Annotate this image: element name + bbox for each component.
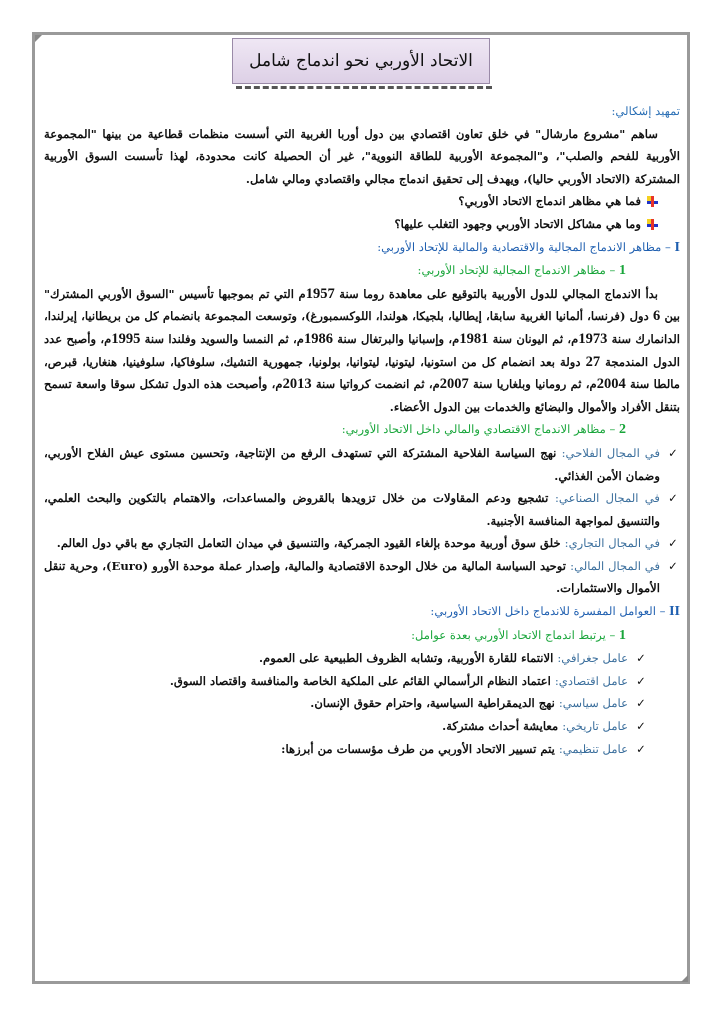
- checkmark-icon: ✓: [668, 558, 678, 573]
- year-number: 1957: [305, 285, 335, 302]
- title-dashed-underline: [236, 86, 492, 89]
- list-item: [44, 692, 648, 715]
- flag-bullet-icon: [647, 219, 658, 230]
- checkmark-icon: ✓: [668, 536, 678, 551]
- list-item-text: [281, 738, 628, 761]
- checkmark-icon: ✓: [668, 445, 678, 460]
- year-number: 6: [653, 308, 661, 325]
- section-1-heading: [44, 236, 680, 260]
- document-body: [44, 100, 680, 760]
- section-2-heading: [44, 600, 680, 624]
- subsection-1-2-heading: [44, 418, 680, 442]
- subsection-number: 1: [619, 627, 626, 643]
- year-number: 2013: [282, 376, 312, 393]
- subsection-number: 1: [619, 263, 626, 279]
- list-item-text: [44, 555, 660, 600]
- year-number: 1995: [111, 330, 141, 347]
- paragraph-text: م، ثم انضمت كرواتيا سنة: [311, 377, 440, 392]
- checkmark-icon: ✓: [636, 651, 646, 666]
- list-item-label: عامل تاريخي:: [562, 719, 628, 734]
- list-item-label: عامل اقتصادي:: [554, 673, 628, 688]
- list-item-text: [44, 487, 660, 532]
- list-item-body: اعتماد النظام الرأسمالي القائم على الملكية الخاصة والمنافسة واقتصاد السوق.: [169, 673, 555, 688]
- intro-paragraph: ساهم "مشروع مارشال" في خلق تعاون اقتصادي بين دول أوربا الغربية التي أسست منظمات قطاعية من بينها "المجموعة الأوربية للفحم والصلب"، و"المجموعة الأوربية للطاقة النووية"، غير أن الحصيلة كانت محدودة، لهذا تأسست السوق الأوربية المشتركة (الاتحاد الأوربي حاليا)، ويهدف إلى تحقيق اندماج مجالي واقتصادي ومالي شامل.: [44, 126, 680, 186]
- list-item-text: [310, 692, 628, 715]
- list-item: [44, 647, 648, 670]
- list-item-body: تشجيع ودعم المقاولات من خلال تزويدها بالقروض والمساعدات، والاهتمام بالتكوين والبحث العلمي، والتنسيق لمواجهة المنافسة الأجنبية.: [44, 491, 660, 528]
- flag-bullet-icon: [647, 196, 658, 207]
- paragraph-text: م، ثم اليونان سنة: [488, 331, 579, 346]
- year-number: 1986: [303, 330, 333, 347]
- corner-mark-bottom-right: [681, 975, 688, 982]
- paragraph-text: م، ثم النمسا والسويد وفلندا سنة: [140, 331, 304, 346]
- year-number: 2007: [439, 376, 469, 393]
- paragraph-text: م، وأصبح عدد الدول المندمجة: [44, 331, 681, 369]
- list-item-body: توحيد السياسة المالية من خلال الوحدة الاقتصادية والمالية، وإصدار عملة موحدة الأورو (Euro)، وحرية تنقل الأموال والاستثمارات.: [44, 558, 660, 596]
- economic-integration-list: [44, 442, 680, 600]
- list-item-label: في المجال المالي:: [570, 558, 660, 573]
- intro-heading: تمهيد إشكالي:: [611, 104, 680, 118]
- list-item-body: الانتماء للقارة الأوربية، وتشابه الظروف الطبيعية على العموم.: [259, 651, 558, 666]
- section-1-numeral: I: [674, 239, 680, 255]
- checkmark-icon: ✓: [636, 696, 646, 711]
- list-item-label: في المجال التجاري:: [564, 536, 660, 551]
- question-item: [44, 190, 680, 213]
- list-item-body: نهج الديمقراطية السياسية، واحترام حقوق الإنسان.: [310, 696, 559, 711]
- list-item: [44, 532, 680, 555]
- paragraph-text: دولة بعد انضمام كل من استونيا، ليتونيا، ليتوانيا، بولونيا، جمهورية التشيك، سلوفاكيا، سلوفينيا، هنغاريا، قبرص، مالطا سنة: [44, 354, 680, 392]
- subsection-title: – مظاهر الاندماج الاقتصادي والمالي داخل الاتحاد الأوربي:: [341, 422, 616, 437]
- document-title-text: الاتحاد الأوربي نحو اندماج شامل: [249, 51, 473, 71]
- paragraph-text: دول (فرنسا، ألمانيا الغربية سابقا، إيطاليا، بلجيكا، هولندا، اللوكسمبورغ)، وتوسعت المجموعة بانضمام كل من بريطانيا، إيرلندا، الدانمارك سنة: [44, 309, 681, 346]
- subsection-title: – مظاهر الاندماج المجالية للإتحاد الأوربي:: [417, 263, 616, 278]
- paragraph-text: بدأ الاندماج المجالي للدول الأوربية بالتوقيع على معاهدة روما سنة: [334, 286, 658, 301]
- subsection-number: 2: [619, 422, 626, 438]
- subsection-title: – يرتبط اندماج الاتحاد الأوربي بعدة عوامل:: [411, 627, 616, 642]
- question-text: فما هي مظاهر اندماج الاتحاد الأوربي؟: [458, 194, 641, 209]
- year-number: 27: [585, 353, 601, 370]
- list-item: [44, 738, 648, 761]
- checkmark-icon: ✓: [668, 491, 678, 506]
- list-item-label: عامل جغرافي:: [557, 651, 628, 666]
- integration-factors-list: [44, 647, 680, 760]
- list-item-label: في المجال الصناعي:: [555, 491, 660, 506]
- checkmark-icon: ✓: [636, 741, 646, 756]
- question-text: وما هي مشاكل الاتحاد الأوربي وجهود التغلب عليها؟: [394, 216, 641, 231]
- list-item: [44, 670, 648, 693]
- paragraph-text: م، وأصبحت هذه الدول تشكل سوقا واسعة تسمح بتنقل الأفراد والأموال والبضائع والخدمات بين الدول الأعضاء.: [44, 377, 680, 414]
- list-item: [44, 715, 648, 738]
- paragraph-text: م، ثم رومانيا وبلغاريا سنة: [468, 377, 597, 392]
- list-item-body: خلق سوق أوربية موحدة بإلغاء القيود الجمركية، والتنسيق في ميدان التعامل التجاري مع باقي دول العالم.: [56, 536, 565, 551]
- subsection-2-1-heading: [44, 624, 680, 648]
- year-number: 2004: [596, 376, 626, 393]
- subsection-1-1-heading: [44, 259, 680, 283]
- spatial-integration-paragraph: [44, 283, 680, 419]
- list-item-label: عامل سياسي:: [558, 696, 628, 711]
- section-1-title: – مظاهر الاندماج المجالية والاقتصادية والمالية للإتحاد الأوربي:: [377, 239, 671, 254]
- list-item-text: [442, 715, 628, 738]
- year-number: 1973: [578, 330, 608, 347]
- document-title: [232, 38, 490, 84]
- list-item: [44, 555, 680, 600]
- list-item-text: [44, 442, 660, 487]
- section-2-title: – العوامل المفسرة للاندماج داخل الاتحاد الأوربي:: [430, 604, 666, 619]
- list-item-text: [57, 532, 660, 555]
- checkmark-icon: ✓: [636, 673, 646, 688]
- list-item-text: [259, 647, 628, 670]
- corner-mark-top-left: [35, 35, 42, 42]
- section-2-numeral: II: [669, 604, 680, 620]
- paragraph-text: م التي تم بموجبها تأسيس "السوق الأوربي المشترك" بين: [44, 286, 680, 324]
- list-item-text: [170, 670, 628, 693]
- question-item: [44, 213, 680, 236]
- list-item-body: يتم تسيير الاتحاد الأوربي من طرف مؤسسات من أبرزها:: [281, 741, 559, 756]
- list-item-body: معايشة أحداث مشتركة.: [442, 719, 563, 734]
- checkmark-icon: ✓: [636, 719, 646, 734]
- list-item: [44, 442, 680, 487]
- year-number: 1981: [459, 330, 489, 347]
- list-item-label: عامل تنظيمي:: [558, 741, 628, 756]
- list-item-body: نهج السياسة الفلاحية المشتركة التي تستهدف الرفع من الإنتاجية، وتحسين مستوى عيش الفلاح الأوربي، وضمان الأمن الغذائي.: [44, 445, 660, 483]
- paragraph-text: م، وإسبانيا والبرتغال سنة: [332, 331, 460, 346]
- list-item-label: في المجال الفلاحي:: [561, 445, 660, 460]
- list-item: [44, 487, 680, 532]
